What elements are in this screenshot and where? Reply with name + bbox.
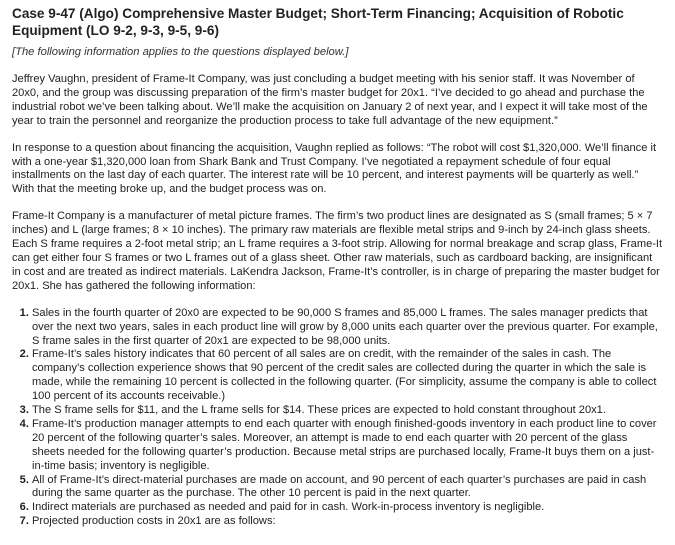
list-item: 3. The S frame sells for $11, and the L frame sells for $14. These prices are expected to hold constant throughout 20x1. xyxy=(32,404,663,418)
list-item: 5. All of Frame-It’s direct-material purchases are made on account, and 90 percent of each quarter’s purchases are paid in cash during the same quarter as the purchase. The other 10 percent is paid in the next quarter. xyxy=(32,474,663,502)
paragraph-intro: Jeffrey Vaughn, president of Frame-It Company, was just concluding a budget meeting with his senior staff. It was November of 20x0, and the group was discussing preparation of the firm’s master budget for 20x1. “I’ve decided to go ahead and purchase the industrial robot we’ve been talking about. We’ll make the acquisition on January 2 of next year, and I expect it will take most of the year to train the personnel and reorganize the production process to take full advantage of the new equipment.” xyxy=(12,73,648,127)
list-item: 4. Frame-It’s production manager attempts to end each quarter with enough finished-goods inventory in each product line to cover 20 percent of the following quarter’s sales. Moreover, an attempt is made to end each quarter with 20 percent of the glass sheets needed for the following quarter’s production. Because metal strips are purchased locally, Frame-It buys them on a just-in-time basis; inventory is negligible. xyxy=(32,418,663,474)
list-item: 2. Frame-It’s sales history indicates that 60 percent of all sales are on credit, with the remainder of the sales in cash. The company’s collection experience shows that 90 percent of the credit sales are collected during the quarter in which the sale is made, while the remaining 10 percent is collected in the following quarter. (For simplicity, assume the company is able to collect 100 percent of its accounts receivable.) xyxy=(32,348,663,404)
paragraph-financing: In response to a question about financing the acquisition, Vaughn replied as follows: “The robot will cost $1,320,000. We’ll finance it with a one-year $1,320,000 loan from Shark Bank and Trust Company. I’ve negotiated a repayment schedule of four equal installments on the last day of each quarter. The interest rate will be 10 percent, and interest payments will be quarterly as well.” With that the meeting broke up, and the budget process was on. xyxy=(12,141,657,196)
list-item: 7. Projected production costs in 20x1 are as follows: xyxy=(32,515,663,529)
list-item: 1. Sales in the fourth quarter of 20x0 are expected to be 90,000 S frames and 85,000 L frames. The sales manager predicts that over the next two years, sales in each product line will grow by 8,000 units each quarter over the previous quarter. For example, S frame sales in the first quarter of 20x1 are expected to be 98,000 units. xyxy=(32,307,663,349)
information-list xyxy=(12,307,663,530)
info-note: [The following information applies to the questions displayed below.] xyxy=(12,46,349,58)
case-title: Case 9-47 (Algo) Comprehensive Master Budget; Short-Term Financing; Acquisition of Robotic Equipment (LO 9-2, 9-3, 9-5, 9-6) xyxy=(12,6,624,38)
paragraph-company: Frame-It Company is a manufacturer of metal picture frames. The firm’s two product lines are designated as S (small frames; 5 × 7 inches) and L (large frames; 8 × 10 inches). The primary raw materials are flexible metal strips and 9-inch by 24-inch glass sheets. Each S frame requires a 2-foot metal strip; an L frame requires a 3-foot strip. Allowing for normal breakage and scrap glass, Frame-It can get either four S frames or two L frames out of a glass sheet. Other raw materials, such as cardboard backing, are insignificant in cost and are treated as indirect materials. LaKendra Jackson, Frame-It’s controller, is in charge of preparing the master budget for 20x1. She has gathered the following information: xyxy=(12,210,663,292)
list-item: 6. Indirect materials are purchased as needed and paid for in cash. Work-in-process inventory is negligible. xyxy=(32,501,663,515)
